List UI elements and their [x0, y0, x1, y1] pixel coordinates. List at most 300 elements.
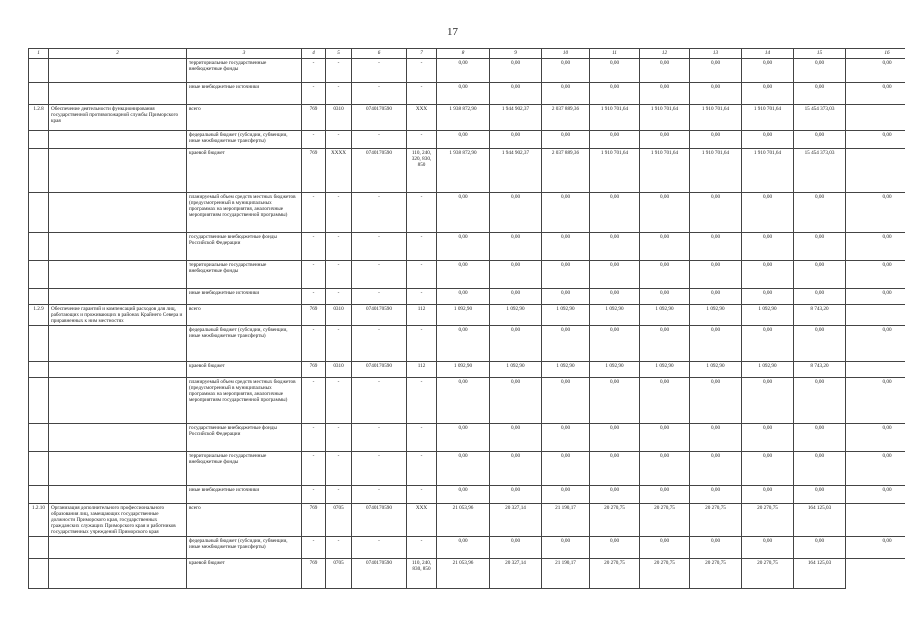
table-cell: 0,00: [437, 193, 490, 233]
table-cell: 0,00: [542, 424, 590, 452]
table-cell: -: [407, 83, 437, 105]
table-cell: [29, 149, 49, 193]
table-cell: иные внебюджетные источники: [187, 289, 302, 305]
table-cell: 0310: [326, 305, 352, 326]
table-cell: государственные внебюджетные фонды Российской Федерации: [187, 233, 302, 261]
table-cell: 0,00: [794, 83, 846, 105]
table-cell: 20 270,75: [590, 504, 640, 537]
table-cell: 110, 240, 320, 830, 850: [407, 149, 437, 193]
table-cell: территориальные государственные внебюджетные фонды: [187, 59, 302, 83]
header-cell: 4: [302, 49, 326, 59]
table-cell: 0740170590: [352, 559, 407, 589]
table-cell: -: [407, 378, 437, 424]
table-row: [29, 378, 905, 424]
table-cell: 0,00: [690, 424, 742, 452]
table-cell: 0,00: [640, 131, 690, 149]
table-cell: 0,00: [794, 378, 846, 424]
table-cell: 0,00: [590, 83, 640, 105]
header-cell: 15: [794, 49, 846, 59]
table-cell: 0,00: [640, 261, 690, 289]
table-cell: 0740170590: [352, 362, 407, 378]
table-cell: 0,00: [640, 326, 690, 362]
table-cell: -: [302, 537, 326, 559]
table-cell: 0,00: [846, 59, 905, 83]
table-cell: -: [326, 193, 352, 233]
table-cell: 0,00: [590, 452, 640, 486]
table-cell: 0310: [326, 105, 352, 131]
header-cell: 13: [690, 49, 742, 59]
table-cell: 0,00: [690, 131, 742, 149]
table-cell: 164 125,03: [794, 504, 846, 537]
page-number: 17: [447, 26, 458, 38]
table-cell: 0,00: [690, 452, 742, 486]
table-cell: 769: [302, 105, 326, 131]
table-cell: 0310: [326, 362, 352, 378]
table-cell: 0,00: [542, 326, 590, 362]
table-cell: 0,00: [437, 261, 490, 289]
table-cell: Обеспечение деятельности функционирования государственной противопожарной службы Приморского края: [49, 105, 187, 131]
table-cell: Организация дополнительного профессионального образования лиц, замещающих государственные должности Приморского края, государственных гражданских служащих Приморского края и работников государственных учреждений Приморского края: [49, 504, 187, 537]
table-cell: всего: [187, 504, 302, 537]
table-cell: 2 037 889,36: [542, 149, 590, 193]
table-cell: -: [407, 424, 437, 452]
table-row: [29, 537, 905, 559]
table-cell: 0,00: [542, 233, 590, 261]
table-cell: [49, 59, 187, 83]
table-cell: 0,00: [590, 233, 640, 261]
table-cell: 0,00: [690, 193, 742, 233]
table-cell: 0,00: [437, 131, 490, 149]
table-cell: 0,00: [490, 59, 542, 83]
table-cell: 1 910 701,64: [690, 149, 742, 193]
header-cell: 6: [352, 49, 407, 59]
table-cell: 1 910 701,64: [590, 105, 640, 131]
table-cell: 0,00: [490, 537, 542, 559]
table-cell: 1 910 701,64: [640, 149, 690, 193]
table-cell: 0,00: [590, 326, 640, 362]
table-cell: 0,00: [437, 59, 490, 83]
table-row: [29, 305, 905, 326]
table-cell: 0,00: [640, 83, 690, 105]
table-cell: 2 037 889,36: [542, 105, 590, 131]
table-cell: федеральный бюджет (субсидии, субвенции, иные межбюджетные трансферты): [187, 326, 302, 362]
header-cell: 9: [490, 49, 542, 59]
table-row: [29, 452, 905, 486]
table-cell: иные внебюджетные источники: [187, 486, 302, 504]
table-cell: 1 092,90: [640, 305, 690, 326]
table-cell: 0,00: [590, 193, 640, 233]
table-cell: 0,00: [742, 193, 794, 233]
table-cell: 15 454 373,03: [794, 105, 846, 131]
table-cell: [49, 233, 187, 261]
table-cell: -: [407, 452, 437, 486]
table-cell: 0,00: [742, 233, 794, 261]
table-cell: [29, 326, 49, 362]
header-cell: 11: [590, 49, 640, 59]
table-cell: 1 092,90: [690, 305, 742, 326]
table-cell: 0,00: [490, 486, 542, 504]
table-cell: 1.2.10: [29, 504, 49, 537]
table-cell: государственные внебюджетные фонды Российской Федерации: [187, 424, 302, 452]
table-cell: 769: [302, 305, 326, 326]
table-cell: -: [302, 326, 326, 362]
table-cell: 0,00: [490, 289, 542, 305]
table-row: [29, 289, 905, 305]
table-cell: 1 092,90: [437, 305, 490, 326]
table-cell: 0,00: [742, 326, 794, 362]
table-cell: 0,00: [590, 131, 640, 149]
table-cell: -: [302, 424, 326, 452]
table-cell: территориальные государственные внебюджетные фонды: [187, 452, 302, 486]
table-cell: -: [407, 261, 437, 289]
table-cell: -: [302, 83, 326, 105]
table-cell: 0740170590: [352, 504, 407, 537]
table-cell: 0,00: [742, 486, 794, 504]
table-cell: 0,00: [490, 326, 542, 362]
table-cell: 0,00: [542, 452, 590, 486]
header-cell: 16: [846, 49, 905, 59]
table-cell: -: [302, 486, 326, 504]
table-cell: 0,00: [490, 131, 542, 149]
table-cell: XXX: [407, 504, 437, 537]
table-cell: 0,00: [640, 289, 690, 305]
table-cell: 0,00: [846, 233, 905, 261]
table-cell: 0,00: [640, 233, 690, 261]
table-cell: 110, 240, 830, 850: [407, 559, 437, 589]
table-cell: [49, 452, 187, 486]
table-cell: -: [407, 131, 437, 149]
table-cell: [49, 362, 187, 378]
table-cell: 0,00: [437, 452, 490, 486]
table-cell: 0,00: [846, 131, 905, 149]
table-cell: 1 944 902,37: [490, 105, 542, 131]
table-cell: [29, 452, 49, 486]
table-cell: 1 092,90: [742, 362, 794, 378]
table-cell: 21 053,96: [437, 559, 490, 589]
table-cell: -: [352, 59, 407, 83]
table-cell: -: [352, 83, 407, 105]
table-cell: -: [352, 378, 407, 424]
table-cell: 0,00: [690, 59, 742, 83]
table-cell: 0,00: [490, 378, 542, 424]
table-cell: 1 092,90: [742, 305, 794, 326]
table-cell: 0705: [326, 504, 352, 537]
table-cell: 1 938 872,90: [437, 105, 490, 131]
table-cell: [29, 486, 49, 504]
table-cell: 20 270,75: [640, 559, 690, 589]
table-row: [29, 105, 905, 131]
table-cell: 0,00: [437, 326, 490, 362]
table-cell: -: [326, 83, 352, 105]
table-cell: 8 743,20: [794, 362, 846, 378]
table-cell: 0,00: [640, 486, 690, 504]
table-cell: 1 092,90: [690, 362, 742, 378]
table-cell: [29, 193, 49, 233]
table-cell: всего: [187, 305, 302, 326]
table-cell: 0,00: [742, 378, 794, 424]
header-cell: 2: [49, 49, 187, 59]
table-cell: 1 938 872,90: [437, 149, 490, 193]
table-cell: 0,00: [794, 424, 846, 452]
table-cell: 0,00: [690, 233, 742, 261]
table-cell: 1 092,90: [590, 305, 640, 326]
header-row: [29, 49, 905, 59]
table-cell: -: [302, 131, 326, 149]
table-cell: краевой бюджет: [187, 149, 302, 193]
table-cell: [49, 261, 187, 289]
table-cell: 0,00: [846, 83, 905, 105]
table-cell: -: [352, 131, 407, 149]
table-cell: 112: [407, 305, 437, 326]
table-cell: XXX: [407, 105, 437, 131]
table-cell: [29, 59, 49, 83]
table-cell: 0,00: [590, 424, 640, 452]
table-cell: 0,00: [542, 537, 590, 559]
table-cell: Обеспечение гарантий и компенсаций расходов для лиц, работающих и проживающих в районах Крайнего Севера и приравненных к ним местностях: [49, 305, 187, 326]
table-cell: 1 910 701,64: [640, 105, 690, 131]
table-cell: 769: [302, 559, 326, 589]
table-cell: [49, 289, 187, 305]
table-cell: [29, 83, 49, 105]
table-cell: 0,00: [640, 378, 690, 424]
table-cell: 1 910 701,64: [690, 105, 742, 131]
table-cell: -: [302, 233, 326, 261]
table-cell: 0,00: [542, 59, 590, 83]
table-cell: 20 270,75: [690, 504, 742, 537]
table-cell: -: [407, 59, 437, 83]
table-row: [29, 424, 905, 452]
table-row: [29, 486, 905, 504]
table-cell: [49, 378, 187, 424]
table-cell: 0,00: [794, 233, 846, 261]
table-cell: 769: [302, 362, 326, 378]
table-cell: 0,00: [490, 261, 542, 289]
table-cell: [29, 233, 49, 261]
table-cell: 0,00: [794, 261, 846, 289]
table-cell: -: [302, 452, 326, 486]
table-cell: 0,00: [437, 378, 490, 424]
table-cell: 0,00: [846, 537, 905, 559]
table-cell: 0,00: [794, 289, 846, 305]
table-cell: краевой бюджет: [187, 559, 302, 589]
table-cell: 0,00: [690, 83, 742, 105]
table-cell: 1 092,90: [590, 362, 640, 378]
table-cell: 0,00: [846, 486, 905, 504]
table-cell: -: [326, 378, 352, 424]
table-cell: 0,00: [542, 83, 590, 105]
table-cell: 0,00: [846, 193, 905, 233]
table-cell: 0,00: [490, 83, 542, 105]
table-cell: -: [352, 261, 407, 289]
table-cell: 1.2.9: [29, 305, 49, 326]
table-cell: 0,00: [846, 289, 905, 305]
table-cell: 0,00: [590, 537, 640, 559]
table-cell: -: [352, 326, 407, 362]
header-cell: 7: [407, 49, 437, 59]
table-cell: [29, 424, 49, 452]
table-cell: 0,00: [794, 537, 846, 559]
header-cell: 1: [29, 49, 49, 59]
table-cell: 21 053,96: [437, 504, 490, 537]
table-cell: 15 454 373,03: [794, 149, 846, 193]
table-cell: -: [302, 193, 326, 233]
table-cell: -: [326, 261, 352, 289]
table-cell: -: [326, 233, 352, 261]
table-row: [29, 131, 905, 149]
table-cell: 0,00: [490, 193, 542, 233]
table-cell: 1 910 701,64: [742, 105, 794, 131]
table-cell: -: [326, 131, 352, 149]
table-cell: 0,00: [794, 486, 846, 504]
table-cell: 0,00: [794, 452, 846, 486]
table-cell: 21 190,17: [542, 504, 590, 537]
table-cell: -: [407, 537, 437, 559]
table-cell: 20 270,75: [640, 504, 690, 537]
table-cell: 769: [302, 149, 326, 193]
table-cell: -: [352, 233, 407, 261]
table-cell: 0,00: [640, 193, 690, 233]
table-cell: -: [407, 326, 437, 362]
table-cell: 0,00: [590, 261, 640, 289]
table-cell: [49, 424, 187, 452]
table-cell: 112: [407, 362, 437, 378]
table-cell: 1 092,90: [490, 362, 542, 378]
table-cell: [29, 289, 49, 305]
table-cell: 0,00: [542, 486, 590, 504]
table-cell: 1 092,90: [437, 362, 490, 378]
table-cell: 0,00: [590, 486, 640, 504]
header-cell: 8: [437, 49, 490, 59]
table-cell: [29, 559, 49, 589]
table-cell: краевой бюджет: [187, 362, 302, 378]
header-cell: 3: [187, 49, 302, 59]
table-cell: 20 270,75: [742, 559, 794, 589]
table-cell: 1 092,90: [542, 362, 590, 378]
table-cell: 0,00: [690, 261, 742, 289]
table-cell: 0,00: [542, 193, 590, 233]
table-cell: 8 743,20: [794, 305, 846, 326]
table-cell: 0,00: [846, 452, 905, 486]
table-cell: 769: [302, 504, 326, 537]
table-cell: 0,00: [490, 424, 542, 452]
table-cell: 0,00: [742, 424, 794, 452]
table-cell: [49, 131, 187, 149]
table-cell: планируемый объем средств местных бюджетов (предусмотренный в муниципальных программах на мероприятия, аналогичные мероприятиям государственной программы): [187, 378, 302, 424]
table-cell: 0,00: [640, 537, 690, 559]
table-row: [29, 261, 905, 289]
table-cell: 0,00: [742, 83, 794, 105]
table-cell: 0,00: [437, 424, 490, 452]
table-cell: 0,00: [742, 452, 794, 486]
table-cell: 0,00: [742, 59, 794, 83]
table-cell: -: [407, 233, 437, 261]
table-cell: 0,00: [846, 326, 905, 362]
table-cell: -: [326, 289, 352, 305]
table-cell: 0,00: [690, 486, 742, 504]
header-cell: 14: [742, 49, 794, 59]
table-cell: [49, 559, 187, 589]
header-cell: 12: [640, 49, 690, 59]
table-cell: 20 327,14: [490, 504, 542, 537]
table-cell: 0,00: [742, 131, 794, 149]
table-cell: 0,00: [490, 233, 542, 261]
table-cell: 0,00: [542, 131, 590, 149]
table-cell: 0,00: [437, 233, 490, 261]
table-row: [29, 233, 905, 261]
table-row: [29, 326, 905, 362]
table-cell: -: [326, 486, 352, 504]
table-cell: 0,00: [542, 261, 590, 289]
table-cell: -: [407, 193, 437, 233]
header-cell: 5: [326, 49, 352, 59]
table-cell: XXXX: [326, 149, 352, 193]
table-cell: -: [352, 289, 407, 305]
table-cell: 1 092,90: [490, 305, 542, 326]
table-cell: всего: [187, 105, 302, 131]
table-cell: -: [302, 261, 326, 289]
table-cell: [49, 486, 187, 504]
table-cell: -: [326, 452, 352, 486]
table-cell: [29, 378, 49, 424]
budget-table: [28, 48, 905, 589]
table-row: [29, 559, 905, 589]
table-cell: 0,00: [794, 131, 846, 149]
table-cell: [49, 193, 187, 233]
table-cell: 0,00: [437, 83, 490, 105]
table-cell: 21 190,17: [542, 559, 590, 589]
table-cell: 0740170590: [352, 305, 407, 326]
table-cell: 1 910 701,64: [742, 149, 794, 193]
table-cell: -: [407, 486, 437, 504]
table-cell: 0,00: [690, 326, 742, 362]
header-cell: 10: [542, 49, 590, 59]
table-cell: [49, 149, 187, 193]
table-cell: 0,00: [742, 289, 794, 305]
table-cell: [29, 131, 49, 149]
table-cell: 1.2.8: [29, 105, 49, 131]
table-cell: 0,00: [437, 289, 490, 305]
table-cell: 164 125,03: [794, 559, 846, 589]
table-cell: 0,00: [437, 486, 490, 504]
table-row: [29, 59, 905, 83]
table-cell: 0,00: [846, 378, 905, 424]
table-cell: 0740170590: [352, 149, 407, 193]
table-cell: 0,00: [590, 59, 640, 83]
table-cell: 20 270,75: [742, 504, 794, 537]
table-row: [29, 193, 905, 233]
table-cell: -: [352, 537, 407, 559]
table-cell: -: [352, 452, 407, 486]
table-cell: иные внебюджетные источники: [187, 83, 302, 105]
table-cell: 0,00: [640, 59, 690, 83]
table-cell: 0740170590: [352, 105, 407, 131]
table-cell: 0,00: [640, 452, 690, 486]
table-cell: 0,00: [690, 537, 742, 559]
table-cell: 0,00: [640, 424, 690, 452]
table-cell: 0,00: [846, 424, 905, 452]
table-cell: 0,00: [542, 378, 590, 424]
table-cell: [29, 537, 49, 559]
table-cell: 0,00: [590, 378, 640, 424]
table-cell: [49, 537, 187, 559]
table-cell: -: [407, 289, 437, 305]
table-cell: [49, 326, 187, 362]
table-cell: 0,00: [490, 452, 542, 486]
table-cell: -: [352, 486, 407, 504]
table-cell: федеральный бюджет (субсидии, субвенции, иные межбюджетные трансферты): [187, 131, 302, 149]
table-cell: 1 910 701,64: [590, 149, 640, 193]
table-cell: 0705: [326, 559, 352, 589]
